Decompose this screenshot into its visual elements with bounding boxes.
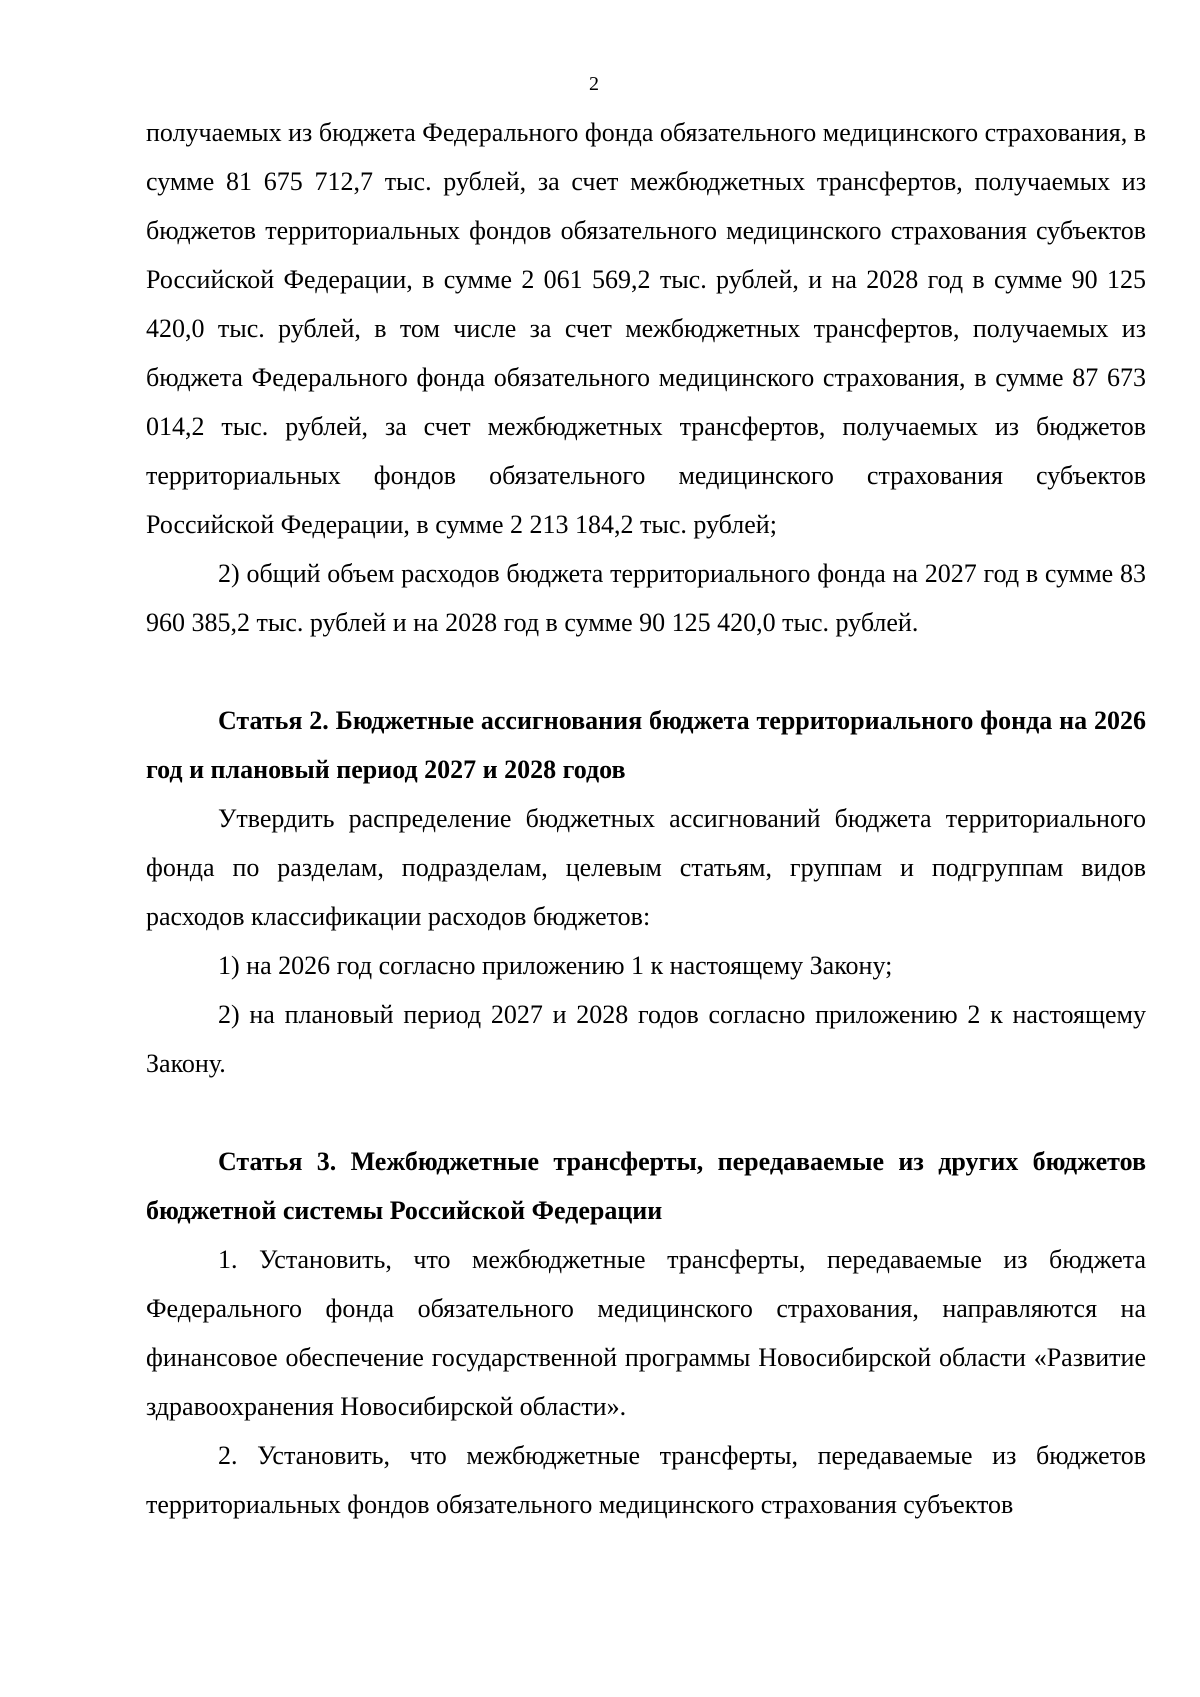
article1-continuation-paragraph: получаемых из бюджета Федерального фонда обязательного медицинского страхования, в сумме 81 675 712,7 тыс. рублей, за счет межбюджетных трансфертов, получаемых из бюджетов территориальных фондов обязательного медицинского страхования субъектов Российской Федерации, в сумме 2 061 569,2 тыс. рублей, и на 2028 год в сумме 90 125 420,0 тыс. рублей, в том числе за счет межбюджетных трансфертов, получаемых из бюджета Федерального фонда обязательного медицинского страхования, в сумме 87 673 014,2 тыс. рублей, за счет межбюджетных трансфертов, получаемых из бюджетов территориальных фондов обязательного медицинского страхования субъектов Российской Федерации, в сумме 2 213 184,2 тыс. рублей; xyxy=(146,118,1146,539)
page-number: 2 xyxy=(589,73,599,95)
article3-heading: Статья 3. Межбюджетные трансферты, передаваемые из других бюджетов бюджетной системы Российской Федерации xyxy=(146,1147,1146,1225)
article2-intro-paragraph: Утвердить распределение бюджетных ассигнований бюджета территориального фонда по разделам, подразделам, целевым статьям, группам и подгруппам видов расходов классификации расходов бюджетов: xyxy=(146,804,1146,931)
document-body xyxy=(146,108,1146,1529)
article2-item2-paragraph: 2) на плановый период 2027 и 2028 годов согласно приложению 2 к настоящему Закону. xyxy=(146,1000,1146,1078)
article3-item2-paragraph: 2. Установить, что межбюджетные трансферты, передаваемые из бюджетов территориальных фондов обязательного медицинского страхования субъектов xyxy=(146,1441,1146,1519)
article1-item2-paragraph: 2) общий объем расходов бюджета территориального фонда на 2027 год в сумме 83 960 385,2 тыс. рублей и на 2028 год в сумме 90 125 420,0 тыс. рублей. xyxy=(146,559,1146,637)
article2-item1-paragraph: 1) на 2026 год согласно приложению 1 к настоящему Закону; xyxy=(218,951,893,980)
article3-item1-paragraph: 1. Установить, что межбюджетные трансферты, передаваемые из бюджета Федерального фонда обязательного медицинского страхования, направляются на финансовое обеспечение государственной программы Новосибирской области «Развитие здравоохранения Новосибирской области». xyxy=(146,1245,1146,1421)
article2-heading: Статья 2. Бюджетные ассигнования бюджета территориального фонда на 2026 год и плановый период 2027 и 2028 годов xyxy=(146,706,1146,784)
